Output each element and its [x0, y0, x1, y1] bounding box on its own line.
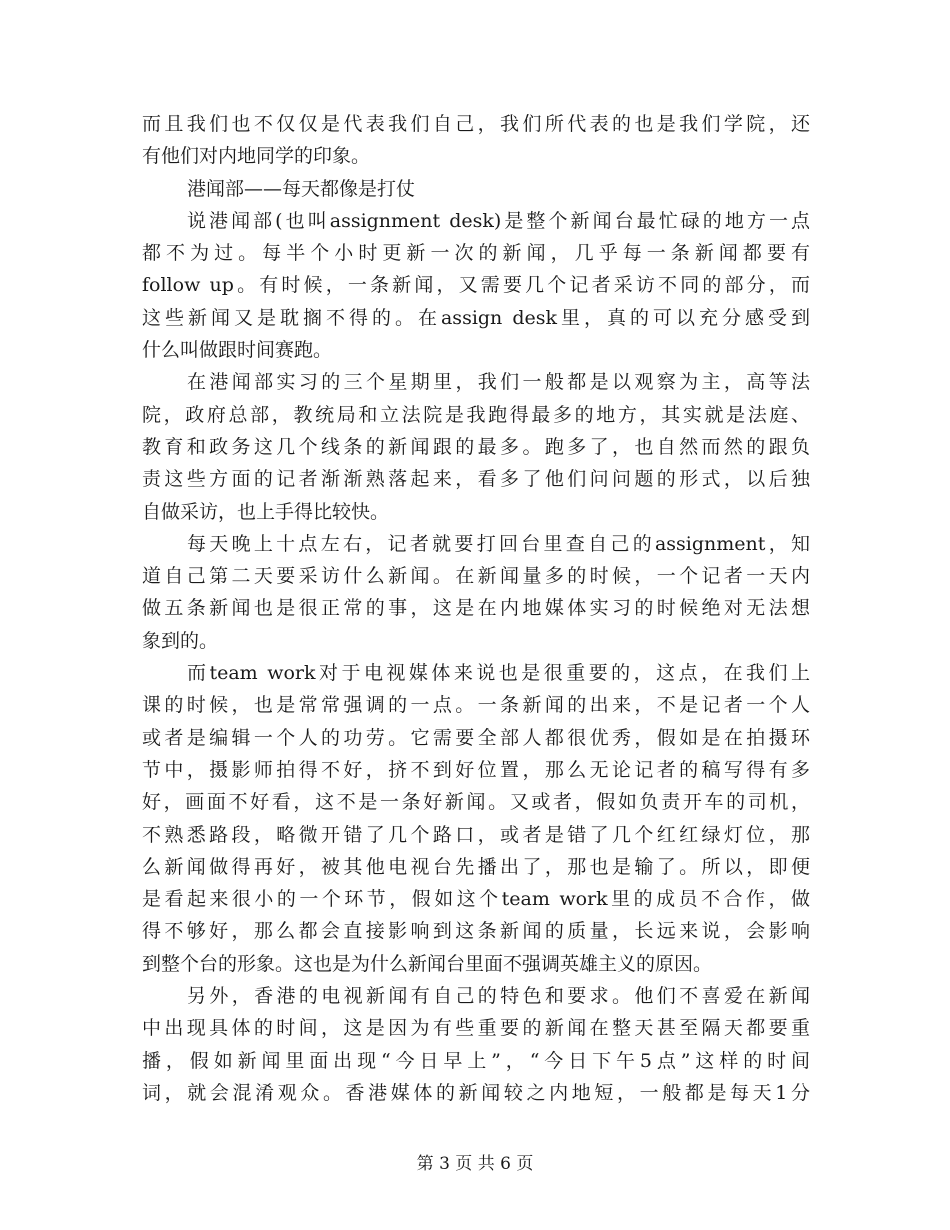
- text-line: 另外，香港的电视新闻有自己的特色和要求。他们不喜爱在新闻: [187, 985, 810, 1008]
- text-line: 是看起来很小的一个环节，假如这个team work里的成员不合作，做: [142, 888, 810, 911]
- text-line: 好，画面不好看，这不是一条好新闻。又或者，假如负责开车的司机，: [142, 791, 810, 814]
- text-line: 院，政府总部，教统局和立法院是我跑得最多的地方，其实就是法庭、: [142, 403, 810, 426]
- text-line: 节中，摄影师拍得不好，挤不到好位置，那么无论记者的稿写得有多: [142, 758, 810, 781]
- text-line: 责这些方面的记者渐渐熟落起来，看多了他们问问题的形式，以后独: [142, 468, 810, 491]
- text-line: 播，假如新闻里面出现“今日早上”，“今日下午5点”这样的时间: [142, 1049, 810, 1072]
- text-line: 到整个台的形象。这也是为什么新闻台里面不强调英雄主义的原因。: [142, 952, 713, 975]
- text-line: 么新闻做得再好，被其他电视台先播出了，那也是输了。所以，即便: [142, 855, 810, 878]
- text-line: 课的时候，也是常常强调的一点。一条新闻的出来，不是记者一个人: [142, 694, 810, 717]
- text-line: 在港闻部实习的三个星期里，我们一般都是以观察为主，高等法: [187, 371, 810, 394]
- text-line: 这些新闻又是耽搁不得的。在assign desk里，真的可以充分感受到: [142, 306, 810, 329]
- text-line: 都不为过。每半个小时更新一次的新闻，几乎每一条新闻都要有: [142, 242, 810, 265]
- text-line: 得不够好，那么都会直接影响到这条新闻的质量，长远来说，会影响: [142, 920, 810, 943]
- text-line: 教育和政务这几个线条的新闻跟的最多。跑多了，也自然而然的跟负: [142, 435, 810, 458]
- text-line: 而且我们也不仅仅是代表我们自己，我们所代表的也是我们学院，还: [142, 113, 810, 135]
- text-line: 而team work对于电视媒体来说也是很重要的，这点，在我们上: [187, 662, 810, 685]
- text-line: 港闻部——每天都像是打仗: [187, 177, 416, 200]
- text-line: 每天晚上十点左右，记者就要打回台里查自己的assignment，知: [187, 532, 810, 555]
- text-line: 有他们对内地同学的印象。: [142, 145, 371, 168]
- text-line: 不熟悉路段，略微开错了几个路口，或者是错了几个红红绿灯位，那: [142, 823, 810, 846]
- page-number-footer: 第 3 页 共 6 页: [416, 1154, 534, 1174]
- text-line: follow up。有时候，一条新闻，又需要几个记者采访不同的部分，而: [142, 274, 810, 297]
- body-text: [142, 108, 810, 1109]
- text-line: 说港闻部(也叫assignment desk)是整个新闻台最忙碌的地方一点: [187, 209, 810, 232]
- text-line: 象到的。: [142, 629, 219, 652]
- text-line: 自做采访，也上手得比较快。: [142, 500, 390, 523]
- text-line: 什么叫做跟时间赛跑。: [142, 339, 333, 362]
- text-line: 或者是编辑一个人的功劳。它需要全部人都很优秀，假如是在拍摄环: [142, 726, 810, 749]
- text-line: 做五条新闻也是很正常的事，这是在内地媒体实习的时候绝对无法想: [142, 597, 810, 620]
- text-line: 词，就会混淆观众。香港媒体的新闻较之内地短，一般都是每天1分: [142, 1081, 810, 1104]
- text-line: 中出现具体的时间，这是因为有些重要的新闻在整天甚至隔天都要重: [142, 1017, 810, 1040]
- text-line: 道自己第二天要采访什么新闻。在新闻量多的时候，一个记者一天内: [142, 565, 810, 588]
